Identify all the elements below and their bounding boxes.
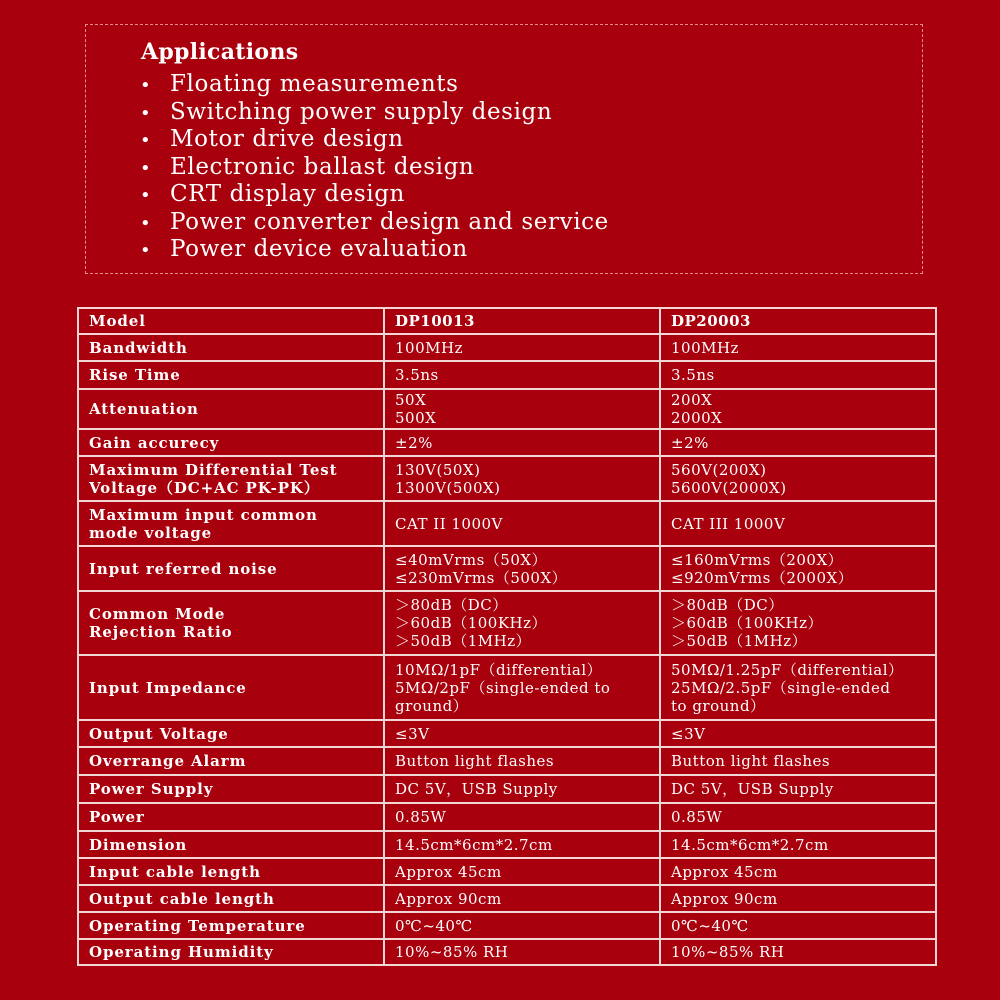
spec-label	[78, 456, 384, 501]
table-row	[78, 429, 936, 456]
spec-value-dp10013	[384, 939, 660, 965]
spec-label	[78, 501, 384, 546]
spec-value-dp20003	[660, 803, 936, 831]
spec-label	[78, 912, 384, 939]
application-text: Switching power supply design	[170, 98, 553, 125]
table-row	[78, 747, 936, 775]
list-item	[140, 71, 609, 99]
spec-value-dp20003	[660, 429, 936, 456]
cell-line: Approx 45cm	[395, 862, 502, 881]
spec-value-dp20003	[660, 885, 936, 912]
applications-box	[85, 24, 923, 274]
table-row	[78, 389, 936, 429]
cell-line: Operating Temperature	[89, 916, 306, 935]
spec-value-dp20003	[660, 912, 936, 939]
cell-line: ±2%	[671, 433, 709, 452]
cell-line: ≤920mVrms（2000X）	[671, 568, 854, 587]
applications-list	[140, 71, 609, 264]
cell-line: ≤230mVrms（500X）	[395, 568, 568, 587]
cell-line: 25MΩ/2.5pF（single-ended	[671, 678, 891, 697]
table-row	[78, 720, 936, 747]
cell-line: 10%~85% RH	[671, 943, 785, 961]
spec-value-dp20003	[660, 546, 936, 591]
spec-value-dp10013	[384, 831, 660, 858]
spec-value-dp20003	[660, 655, 936, 720]
table-row	[78, 831, 936, 858]
spec-label	[78, 334, 384, 361]
cell-line: Output Voltage	[89, 724, 229, 743]
table-row	[78, 334, 936, 361]
cell-line: ≤40mVrms（50X）	[395, 550, 548, 569]
bullet-icon: •	[140, 130, 152, 151]
table-row	[78, 361, 936, 389]
cell-line: DC 5V，USB Supply	[395, 780, 558, 798]
spec-value-dp20003	[660, 831, 936, 858]
bullet-icon: •	[140, 75, 152, 96]
spec-label	[78, 591, 384, 655]
table-row	[78, 456, 936, 501]
cell-line: ＞60dB（100KHz）	[395, 614, 548, 632]
cell-line: 1300V(500X)	[395, 478, 501, 497]
cell-line: ≤3V	[395, 724, 430, 743]
spec-value-dp10013	[384, 720, 660, 747]
table-row	[78, 885, 936, 912]
spec-value-dp20003	[660, 747, 936, 775]
spec-value-dp10013	[384, 546, 660, 591]
cell-line: Operating Humidity	[89, 943, 274, 961]
cell-line: ＞50dB（1MHz）	[671, 632, 808, 650]
header-model-dp10013: DP10013	[384, 308, 660, 334]
cell-line: ＞50dB（1MHz）	[395, 632, 532, 650]
spec-value-dp10013	[384, 501, 660, 546]
application-text: Motor drive design	[170, 126, 404, 152]
cell-line: CAT II 1000V	[395, 514, 503, 533]
cell-line: 0.85W	[395, 808, 447, 826]
spec-label	[78, 775, 384, 803]
cell-line: Button light flashes	[671, 752, 831, 770]
spec-label	[78, 361, 384, 389]
cell-line: Approx 90cm	[671, 889, 778, 908]
cell-line: ≤3V	[671, 724, 706, 743]
table-row	[78, 501, 936, 546]
list-item	[140, 209, 609, 237]
table-row	[78, 803, 936, 831]
cell-line: Power	[89, 808, 145, 826]
bullet-icon: •	[140, 240, 152, 261]
spec-label	[78, 803, 384, 831]
cell-line: Input Impedance	[89, 678, 247, 697]
spec-label	[78, 747, 384, 775]
table-header-row	[78, 308, 936, 334]
application-text: Floating measurements	[170, 71, 459, 97]
cell-line: ±2%	[395, 433, 433, 452]
cell-line: Approx 90cm	[395, 889, 502, 908]
application-text: Electronic ballast design	[170, 153, 475, 180]
cell-line: 5MΩ/2pF（single-ended to	[395, 678, 611, 697]
cell-line: Overrange Alarm	[89, 752, 247, 770]
applications-title: Applications	[141, 39, 299, 65]
table-row	[78, 655, 936, 720]
table-row	[78, 939, 936, 965]
cell-line: ＞80dB（DC）	[671, 596, 784, 614]
cell-line: 200X	[671, 391, 713, 409]
cell-line: 50X	[395, 391, 427, 409]
list-item	[140, 126, 609, 154]
spec-value-dp20003	[660, 775, 936, 803]
spec-value-dp10013	[384, 885, 660, 912]
cell-line: Attenuation	[89, 400, 199, 418]
cell-line: Power Supply	[89, 780, 214, 798]
cell-line: 10MΩ/1pF（differential）	[395, 660, 603, 679]
cell-line: ＞80dB（DC）	[395, 596, 508, 614]
table-row	[78, 858, 936, 885]
spec-value-dp20003	[660, 389, 936, 429]
bullet-icon: •	[140, 157, 152, 179]
spec-value-dp10013	[384, 361, 660, 389]
cell-line: Output cable length	[89, 889, 275, 908]
list-item	[140, 154, 609, 182]
spec-value-dp10013	[384, 858, 660, 885]
spec-table	[77, 307, 937, 966]
cell-line: Input cable length	[89, 862, 261, 881]
spec-value-dp20003	[660, 591, 936, 655]
cell-line: 10%~85% RH	[395, 943, 509, 961]
cell-line: Rise Time	[89, 366, 181, 384]
spec-value-dp10013	[384, 912, 660, 939]
cell-line: Approx 45cm	[671, 862, 778, 881]
cell-line: 500X	[395, 409, 437, 427]
list-item	[140, 181, 609, 209]
cell-line: Maximum input common	[89, 505, 318, 524]
bullet-icon: •	[140, 102, 152, 124]
spec-value-dp20003	[660, 456, 936, 501]
cell-line: 5600V(2000X)	[671, 478, 787, 497]
spec-label	[78, 885, 384, 912]
bullet-icon: •	[140, 185, 152, 206]
cell-line: ground）	[395, 696, 469, 715]
spec-value-dp20003	[660, 334, 936, 361]
spec-value-dp10013	[384, 655, 660, 720]
cell-line: Maximum Differential Test	[89, 460, 338, 479]
cell-line: 50MΩ/1.25pF（differential）	[671, 660, 904, 679]
cell-line: DC 5V，USB Supply	[671, 780, 834, 798]
cell-line: 14.5cm*6cm*2.7cm	[671, 835, 829, 854]
list-item	[140, 236, 609, 264]
spec-label	[78, 429, 384, 456]
spec-label	[78, 546, 384, 591]
cell-line: CAT III 1000V	[671, 514, 786, 533]
spec-label	[78, 389, 384, 429]
cell-line: 14.5cm*6cm*2.7cm	[395, 835, 553, 854]
spec-label	[78, 831, 384, 858]
cell-line: 2000X	[671, 409, 723, 427]
spec-value-dp20003	[660, 501, 936, 546]
spec-label	[78, 858, 384, 885]
spec-value-dp10013	[384, 334, 660, 361]
cell-line: ＞60dB（100KHz）	[671, 614, 824, 632]
cell-line: Rejection Ratio	[89, 623, 233, 641]
spec-value-dp10013	[384, 456, 660, 501]
table-row	[78, 775, 936, 803]
list-item	[140, 99, 609, 127]
spec-value-dp10013	[384, 429, 660, 456]
spec-value-dp10013	[384, 803, 660, 831]
spec-value-dp20003	[660, 858, 936, 885]
spec-value-dp10013	[384, 747, 660, 775]
application-text: Power converter design and service	[170, 208, 609, 235]
cell-line: 100MHz	[395, 338, 463, 357]
cell-line: 0℃~40℃	[395, 916, 473, 935]
spec-value-dp10013	[384, 591, 660, 655]
spec-value-dp10013	[384, 389, 660, 429]
table-row	[78, 591, 936, 655]
cell-line: 0℃~40℃	[671, 916, 749, 935]
spec-value-dp20003	[660, 361, 936, 389]
spec-value-dp20003	[660, 720, 936, 747]
spec-value-dp10013	[384, 775, 660, 803]
cell-line: Common Mode	[89, 605, 226, 623]
cell-line: to ground）	[671, 696, 766, 715]
cell-line: 560V(200X)	[671, 460, 767, 479]
spec-label	[78, 720, 384, 747]
cell-line: Dimension	[89, 835, 188, 854]
header-model-dp20003: DP20003	[660, 308, 936, 334]
table-row	[78, 912, 936, 939]
spec-label	[78, 939, 384, 965]
header-model-label: Model	[78, 308, 384, 334]
cell-line: Gain accurecy	[89, 433, 220, 452]
spec-label	[78, 655, 384, 720]
cell-line: Bandwidth	[89, 338, 188, 357]
cell-line: 0.85W	[671, 808, 723, 826]
cell-line: mode voltage	[89, 523, 213, 542]
table-row	[78, 546, 936, 591]
bullet-icon: •	[140, 212, 152, 234]
application-text: Power device evaluation	[170, 236, 468, 262]
spec-value-dp20003	[660, 939, 936, 965]
application-text: CRT display design	[170, 181, 405, 207]
cell-line: ≤160mVrms（200X）	[671, 550, 844, 569]
cell-line: Voltage（DC+AC PK-PK）	[89, 478, 320, 497]
cell-line: Input referred noise	[89, 559, 278, 578]
cell-line: Button light flashes	[395, 752, 555, 770]
cell-line: 130V(50X)	[395, 460, 481, 479]
cell-line: 3.5ns	[671, 366, 715, 384]
cell-line: 100MHz	[671, 338, 739, 357]
cell-line: 3.5ns	[395, 366, 439, 384]
